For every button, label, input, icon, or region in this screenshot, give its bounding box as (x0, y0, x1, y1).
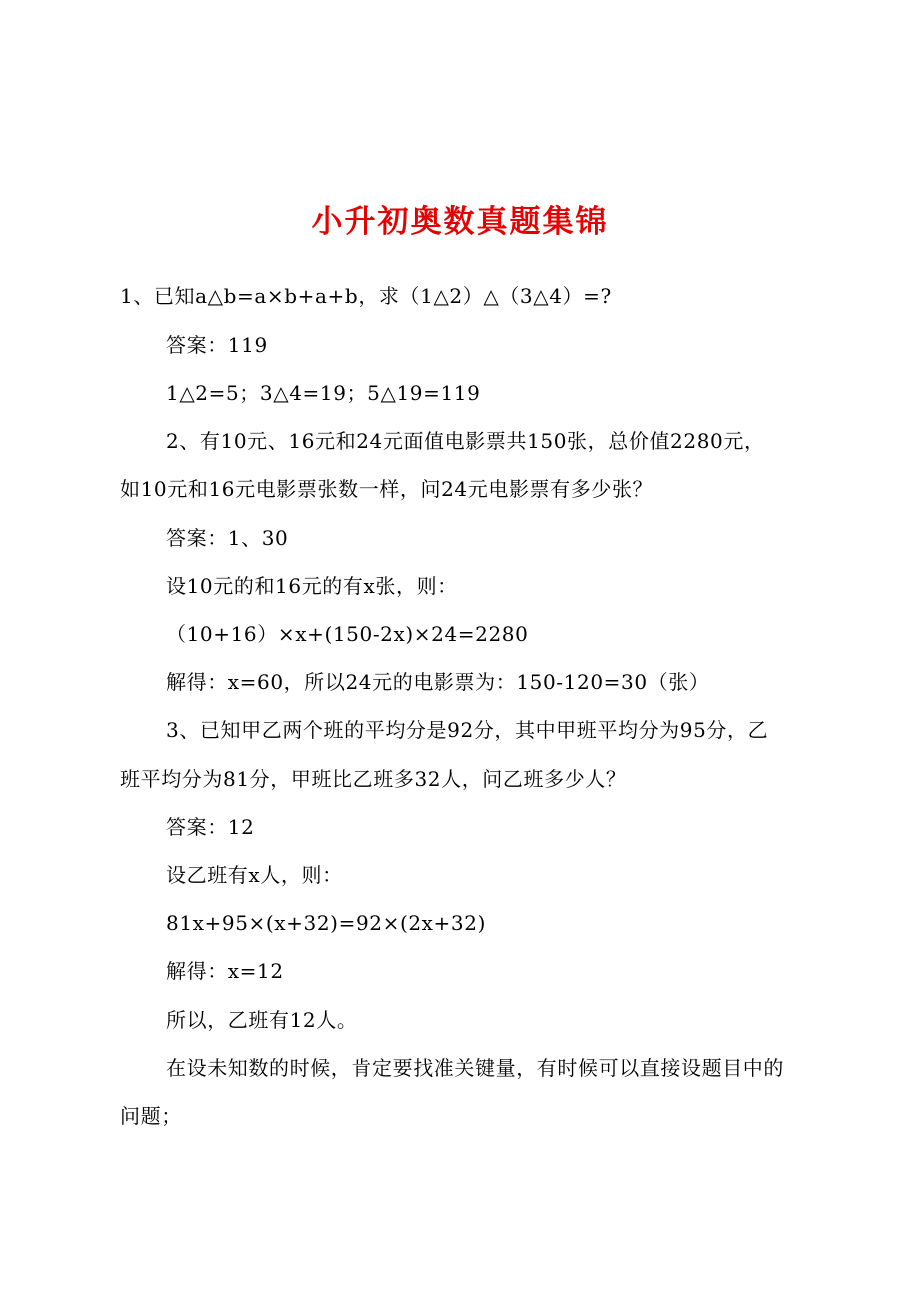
problem-2-answer: 答案：1、30 (166, 526, 289, 550)
problem-3-equation: 81x+95×(x+32)=92×(2x+32) (166, 911, 486, 935)
problem-3-question-line-2: 班平均分为81分，甲班比乙班多32人，问乙班多少人？ (120, 767, 627, 791)
tip-line-2: 问题； (120, 1104, 182, 1128)
problem-1-answer: 答案：119 (166, 333, 268, 357)
problem-2-question-line-2: 如10元和16元电影票张数一样，问24元电影票有多少张？ (120, 477, 654, 501)
problem-1-question: 1、已知a△b=a×b+a+b，求（1△2）△（3△4）=? (120, 284, 612, 308)
problem-3-setup: 设乙班有x人，则： (166, 863, 343, 887)
problem-3-answer: 答案：12 (166, 815, 255, 839)
problem-2-solution: 解得：x=60，所以24元的电影票为：150-120=30（张） (166, 670, 710, 694)
problem-3-question-line-1: 3、已知甲乙两个班的平均分是92分，其中甲班平均分为95分，乙 (166, 718, 769, 742)
problem-3-solution: 解得：x=12 (166, 959, 284, 983)
problem-2-setup: 设10元的和16元的有x张，则： (166, 574, 458, 598)
document-title: 小升初奥数真题集锦 (311, 204, 609, 240)
problem-2-question-line-1: 2、有10元、16元和24元面值电影票共150张，总价值2280元， (166, 429, 765, 453)
problem-1-solution: 1△2=5；3△4=19；5△19=119 (166, 381, 481, 405)
problem-3-conclusion: 所以，乙班有12人。 (166, 1008, 358, 1032)
problem-2-equation: （10+16）×x+(150-2x)×24=2280 (166, 622, 529, 646)
tip-line-1: 在设未知数的时候，肯定要找准关键量，有时候可以直接设题目中的 (166, 1056, 784, 1080)
